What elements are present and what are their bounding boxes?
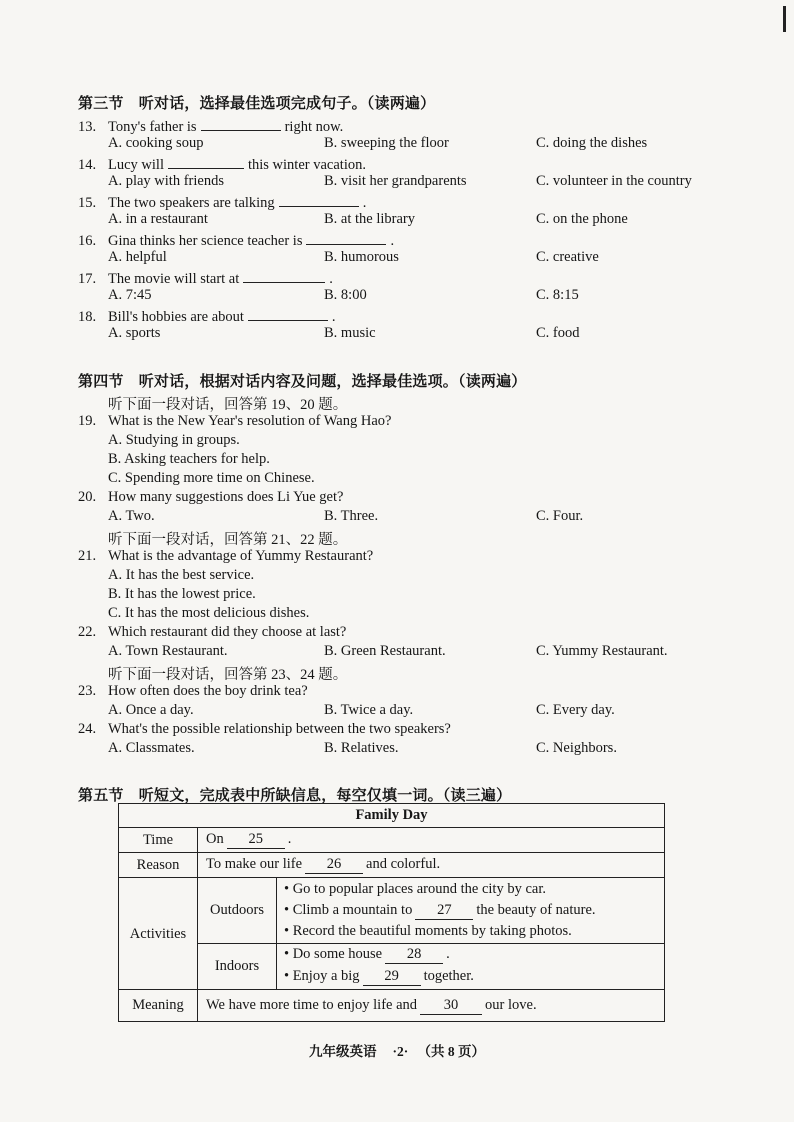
meaning-value: We have more time to enjoy life and 30 our love. (206, 997, 537, 1013)
option-c: C. volunteer in the country (536, 173, 692, 189)
question-number: 13. (78, 119, 97, 135)
indoor-activity-1: • Do some house 28 . (284, 946, 450, 962)
option-a: A. Studying in groups. (108, 432, 240, 448)
stem-before: Bill's hobbies are about (108, 309, 244, 325)
answer-blank (201, 116, 281, 131)
question-14 (78, 154, 366, 174)
option-b: B. Green Restaurant. (324, 643, 446, 659)
option-c: C. food (536, 325, 580, 341)
option-b: B. humorous (324, 249, 399, 265)
option-c: C. doing the dishes (536, 135, 648, 151)
option-c: C. Four. (536, 508, 584, 524)
option-a: A. cooking soup (108, 135, 204, 151)
option-b: B. visit her grandparents (324, 173, 467, 189)
question-stem: What's the possible relationship between the two speakers? (108, 721, 451, 737)
answer-blank (243, 268, 325, 283)
option-b: B. at the library (324, 211, 416, 227)
option-b: B. music (324, 325, 376, 341)
table-heading: Family Day (355, 807, 428, 823)
question-number: 20. (78, 489, 97, 505)
stem-before: Tony's father is (108, 119, 197, 135)
family-day-table (118, 803, 665, 1022)
indoor-activity-2: • Enjoy a big 29 together. (284, 968, 474, 984)
question-number: 19. (78, 413, 97, 429)
question-number: 23. (78, 683, 97, 699)
stem-after: . (329, 271, 333, 287)
outdoor-activity-3: • Record the beautiful moments by taking photos. (284, 923, 572, 939)
answer-blank-25: 25 (227, 831, 285, 849)
option-c: C. Neighbors. (536, 740, 617, 756)
option-a: A. Once a day. (108, 702, 194, 718)
question-stem: Which restaurant did they choose at last? (108, 624, 347, 640)
option-c: C. 8:15 (536, 287, 579, 303)
question-number: 17. (78, 271, 97, 287)
option-a: A. It has the best service. (108, 567, 255, 583)
question-17 (78, 268, 333, 288)
question-16 (78, 230, 394, 250)
stem-after: this winter vacation. (247, 157, 366, 173)
answer-blank-29: 29 (363, 968, 421, 986)
answer-blank (279, 192, 359, 207)
footer-subject: 九年级英语 (308, 1044, 377, 1059)
question-24 (78, 721, 451, 738)
question-22 (78, 624, 346, 641)
footer-total-pages: （共 8 页） (424, 1044, 485, 1059)
option-b: B. Relatives. (324, 740, 399, 756)
question-stem: How often does the boy drink tea? (108, 683, 308, 699)
option-a: A. sports (108, 325, 161, 341)
option-a: A. play with friends (108, 173, 224, 189)
section5-title: 第五节 听短文，完成表中所缺信息，每空仅填一词。（读三遍） (78, 788, 512, 804)
answer-blank (306, 230, 386, 245)
reason-label: Reason (136, 857, 180, 873)
answer-blank-27: 27 (415, 902, 473, 920)
option-c: C. It has the most delicious dishes. (108, 605, 310, 621)
option-b: B. It has the lowest price. (108, 586, 256, 602)
meaning-label: Meaning (132, 997, 184, 1013)
question-18 (78, 306, 336, 326)
answer-blank (248, 306, 328, 321)
outdoor-activity-2: • Climb a mountain to 27 the beauty of nature. (284, 902, 596, 918)
stem-before: Gina thinks her science teacher is (108, 233, 303, 249)
scan-edge-mark (783, 6, 786, 32)
option-c: C. on the phone (536, 211, 628, 227)
reason-after: and colorful. (366, 856, 441, 872)
section3-title: 第三节 听对话，选择最佳选项完成句子。（读两遍） (78, 96, 436, 112)
dialogue-note: 听下面一段对话，回答第 19、20 题。 (108, 397, 348, 413)
outdoors-label: Outdoors (210, 902, 264, 918)
option-c: C. Yummy Restaurant. (536, 643, 668, 659)
dialogue-note: 听下面一段对话，回答第 21、22 题。 (108, 532, 348, 548)
option-a: A. in a restaurant (108, 211, 208, 227)
option-a: A. 7:45 (108, 287, 152, 303)
question-number: 24. (78, 721, 97, 737)
option-c: C. Spending more time on Chinese. (108, 470, 315, 486)
question-number: 22. (78, 624, 97, 640)
time-value: On 25 . (206, 831, 292, 847)
dialogue-note: 听下面一段对话，回答第 23、24 题。 (108, 667, 348, 683)
question-stem: How many suggestions does Li Yue get? (108, 489, 344, 505)
option-b: B. sweeping the floor (324, 135, 449, 151)
option-c: C. Every day. (536, 702, 615, 718)
time-label: Time (142, 832, 174, 848)
question-number: 18. (78, 309, 97, 325)
question-19 (78, 413, 391, 430)
reason-before: To make our life (206, 856, 303, 872)
stem-before: The two speakers are talking (108, 195, 275, 211)
option-b: B. Twice a day. (324, 702, 414, 718)
option-c: C. creative (536, 249, 599, 265)
question-number: 21. (78, 548, 97, 564)
question-15 (78, 192, 366, 212)
option-a: A. Classmates. (108, 740, 195, 756)
answer-blank-26: 26 (305, 856, 363, 874)
activities-label: Activities (129, 926, 187, 942)
question-13 (78, 116, 343, 136)
page-footer (0, 1040, 794, 1060)
stem-after: . (362, 195, 367, 211)
answer-blank (168, 154, 244, 169)
question-number: 14. (78, 157, 97, 173)
answer-blank-28: 28 (385, 946, 443, 964)
question-number: 15. (78, 195, 97, 211)
stem-before: The movie will start at (108, 271, 240, 287)
option-a: A. Two. (108, 508, 155, 524)
question-number: 16. (78, 233, 97, 249)
stem-before: Lucy will (108, 157, 164, 173)
footer-page-number: ·2· (392, 1044, 409, 1059)
stem-after: right now. (284, 119, 344, 135)
option-a: A. helpful (108, 249, 167, 265)
question-23 (78, 683, 308, 700)
answer-blank-30: 30 (420, 997, 482, 1015)
option-a: A. Town Restaurant. (108, 643, 228, 659)
option-b: B. Three. (324, 508, 379, 524)
option-b: B. 8:00 (324, 287, 367, 303)
stem-after: . (390, 233, 395, 249)
section4-title: 第四节 听对话，根据对话内容及问题，选择最佳选项。（读两遍） (78, 374, 527, 390)
outdoor-activity-1: • Go to popular places around the city by car. (284, 881, 546, 897)
question-21 (78, 548, 373, 565)
option-b: B. Asking teachers for help. (108, 451, 270, 467)
time-before: On (206, 831, 224, 847)
indoors-label: Indoors (214, 958, 260, 974)
question-stem: What is the New Year's resolution of Wang Hao? (108, 413, 392, 429)
stem-after: . (331, 309, 336, 325)
question-stem: What is the advantage of Yummy Restaurant? (108, 548, 374, 564)
reason-value (206, 856, 440, 874)
question-20 (78, 489, 343, 506)
